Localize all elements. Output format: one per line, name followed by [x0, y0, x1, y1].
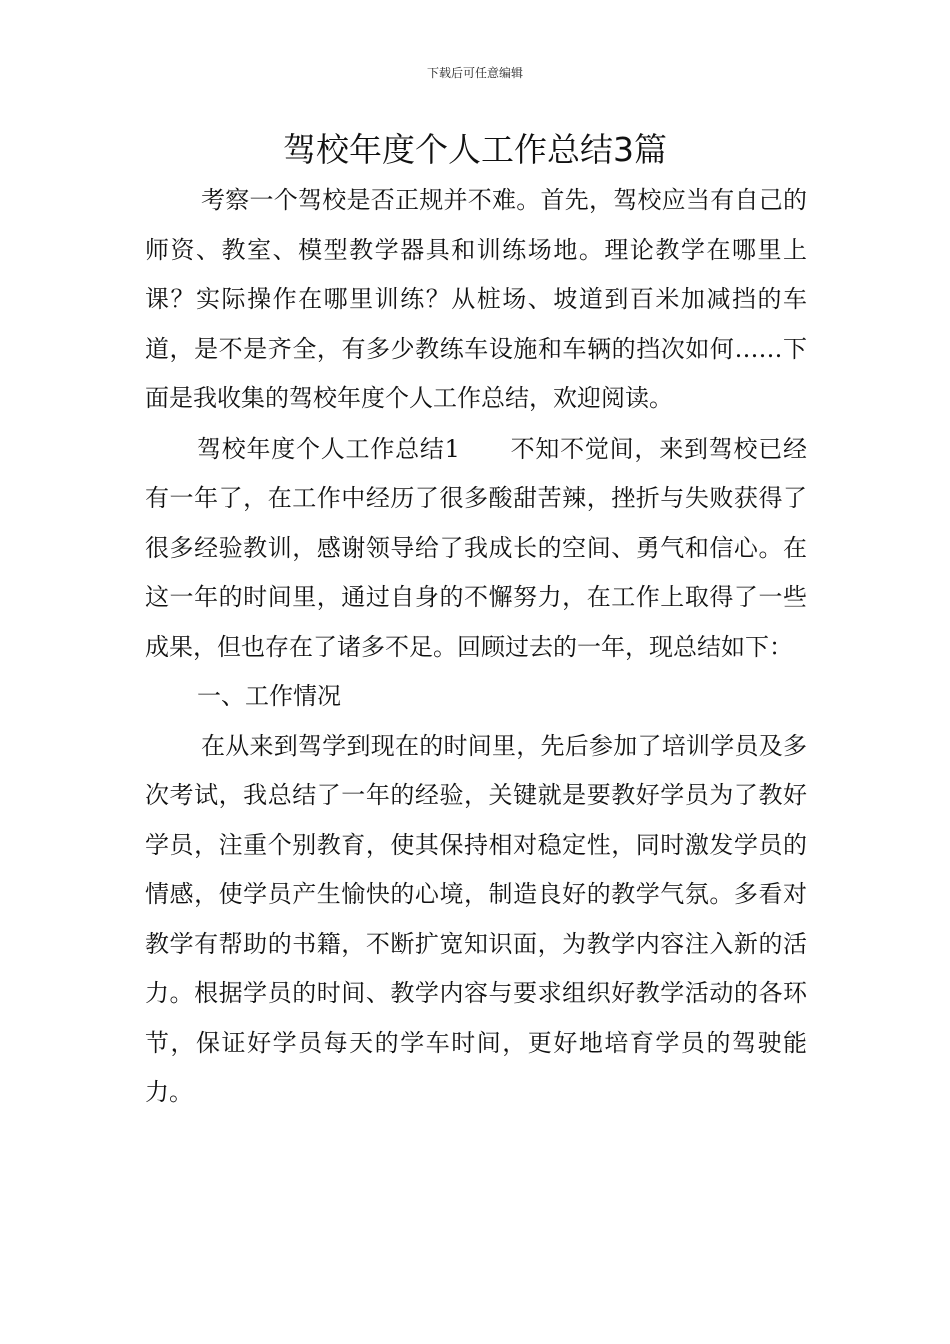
section-1-label: 驾校年度个人工作总结1 [197, 434, 460, 463]
section-1-body: 经有一年了，在工作中经历了很多酸甜苦辣，挫折与失败获得了很多经验教训，感谢领导给了我成长的空间、勇气和信心。在这一年的时间里，通过自身的不懈努力，在工作上取得了一些成果，但也存在了诸多不足。回顾过去的一年，现总结如下： [145, 434, 807, 661]
document-body [145, 176, 807, 1118]
intro-paragraph: 考察一个驾校是否正规并不难。首先，驾校应当有自己的师资、教室、模型教学器具和训练场地。理论教学在哪里上课？实际操作在哪里训练？从桩场、坡道到百米加减挡的车道，是不是齐全，有多少教练车设施和车辆的挡次如何……下面是我收集的驾校年度个人工作总结，欢迎阅读。 [145, 186, 807, 412]
section-heading-work: 一、工作情况 [197, 682, 341, 710]
section-1-paragraph [145, 425, 807, 673]
section-1-lead: 不知不觉间，来到驾校已 [509, 434, 783, 463]
page-header-note: 下载后可任意编辑 [426, 66, 523, 80]
work-paragraph: 在从来到驾学到现在的时间里，先后参加了培训学员及多次考试，我总结了一年的经验，关键就是要教好学员为了教好学员，注重个别教育，使其保持相对稳定性，同时激发学员的情感，使学员产生愉快的心境，制造良好的教学气氛。多看对教学有帮助的书籍，不断扩宽知识面，为教学内容注入新的活力。根据学员的时间、教学内容与要求组织好教学活动的各环节，保证好学员每天的学车时间，更好地培育学员的驾驶能力。 [145, 731, 807, 1106]
document-title: 驾校年度个人工作总结3篇 [283, 130, 667, 169]
